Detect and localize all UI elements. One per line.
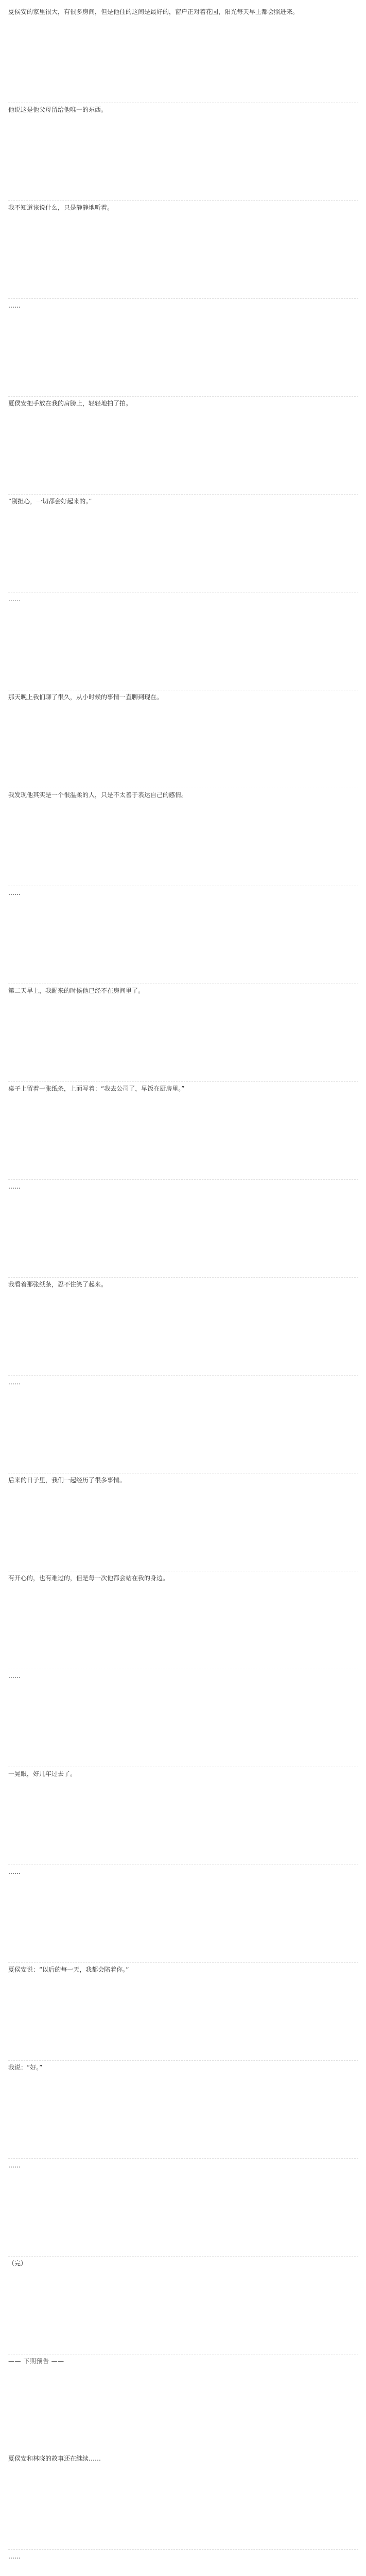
paragraph: ……: [8, 2159, 358, 2257]
paragraph: ……: [8, 1180, 358, 1278]
paragraph: ……: [8, 299, 358, 397]
paragraph: 我发现他其实是一个很温柔的人，只是不太善于表达自己的感情。: [8, 788, 358, 886]
paragraph: 夏侯安把手放在我的肩膀上，轻轻地拍了拍。: [8, 397, 358, 495]
paragraph: 夏侯安的家里很大，有很多房间，但是他住的这间是最好的，窗户正对着花园，阳光每天早上都会照进来。: [8, 5, 358, 103]
paragraph: 后来的日子里，我们一起经历了很多事情。: [8, 1473, 358, 1571]
paragraph: ……: [8, 592, 358, 690]
paragraph: 第二天早上，我醒来的时候他已经不在房间里了。: [8, 984, 358, 1082]
paragraph: 夏侯安说：“以后的每一天，我都会陪着你。”: [8, 1963, 358, 2061]
paragraph: 那天晚上我们聊了很久，从小时候的事情一直聊到现在。: [8, 690, 358, 788]
paragraph: 夏侯安和林晓的故事还在继续……: [8, 2452, 358, 2550]
paragraph: 一晃眼，好几年过去了。: [8, 1767, 358, 1865]
paragraph: —— 下期预告 ——: [8, 2358, 64, 2365]
paragraph: 我看着那张纸条，忍不住笑了起来。: [8, 1278, 358, 1376]
paragraph: （完）: [8, 2257, 358, 2354]
paragraph: 有开心的，也有难过的，但是每一次他都会站在我的身边。: [8, 1571, 358, 1669]
paragraph: ……: [8, 1376, 358, 1473]
paragraph: ……: [8, 1669, 358, 1767]
paragraph: ……: [8, 1865, 358, 1963]
paragraph: 他说这是他父母留给他唯一的东西。: [8, 103, 358, 201]
document-page: [8, 5, 358, 2576]
paragraph: 桌子上留着一张纸条，上面写着：“我去公司了，早饭在厨房里。”: [8, 1082, 358, 1180]
paragraph: ……: [8, 2550, 358, 2576]
paragraph: ……: [8, 886, 358, 984]
paragraph: 我不知道该说什么，只是静静地听着。: [8, 201, 358, 299]
paragraph: 我说：“好。”: [8, 2061, 358, 2159]
paragraph: “别担心，一切都会好起来的。”: [8, 495, 358, 592]
paragraph-list: [8, 5, 358, 2576]
